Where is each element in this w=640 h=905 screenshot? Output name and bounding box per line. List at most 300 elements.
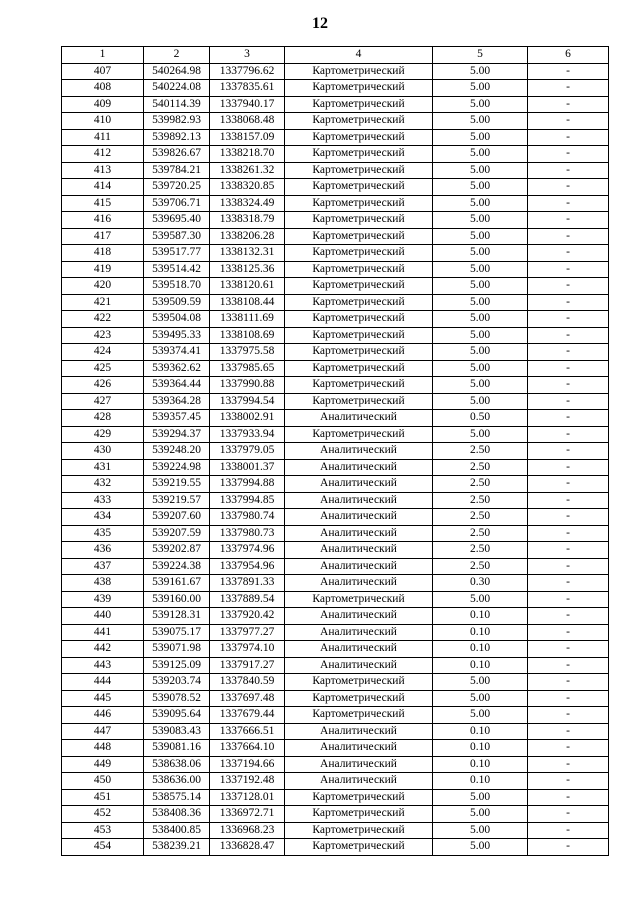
cell-method: Картометрический xyxy=(285,162,433,179)
table-row xyxy=(62,80,609,97)
cell-method: Аналитический xyxy=(285,575,433,592)
cell-description: - xyxy=(528,195,609,212)
table-row xyxy=(62,129,609,146)
cell-coordinate-y: 1338320.85 xyxy=(210,179,285,196)
cell-accuracy: 2.50 xyxy=(433,443,528,460)
table-row xyxy=(62,261,609,278)
cell-method: Картометрический xyxy=(285,212,433,229)
table-row xyxy=(62,839,609,856)
cell-coordinate-x: 539826.67 xyxy=(144,146,210,163)
cell-coordinate-x: 540114.39 xyxy=(144,96,210,113)
cell-coordinate-y: 1338157.09 xyxy=(210,129,285,146)
table-row xyxy=(62,525,609,542)
table-row xyxy=(62,608,609,625)
cell-coordinate-y: 1338125.36 xyxy=(210,261,285,278)
cell-accuracy: 5.00 xyxy=(433,789,528,806)
cell-coordinate-y: 1336968.23 xyxy=(210,822,285,839)
table-row xyxy=(62,146,609,163)
cell-coordinate-y: 1338318.79 xyxy=(210,212,285,229)
cell-point-number: 433 xyxy=(62,492,144,509)
table-row xyxy=(62,822,609,839)
cell-method: Картометрический xyxy=(285,311,433,328)
cell-description: - xyxy=(528,393,609,410)
cell-method: Аналитический xyxy=(285,740,433,757)
cell-point-number: 413 xyxy=(62,162,144,179)
cell-accuracy: 0.10 xyxy=(433,624,528,641)
table-row xyxy=(62,641,609,658)
cell-point-number: 417 xyxy=(62,228,144,245)
cell-point-number: 414 xyxy=(62,179,144,196)
cell-method: Аналитический xyxy=(285,641,433,658)
cell-coordinate-y: 1338111.69 xyxy=(210,311,285,328)
cell-description: - xyxy=(528,575,609,592)
cell-point-number: 418 xyxy=(62,245,144,262)
cell-coordinate-x: 539207.60 xyxy=(144,509,210,526)
cell-coordinate-y: 1337194.66 xyxy=(210,756,285,773)
cell-method: Картометрический xyxy=(285,146,433,163)
table-row xyxy=(62,657,609,674)
cell-coordinate-y: 1337980.73 xyxy=(210,525,285,542)
cell-coordinate-x: 539509.59 xyxy=(144,294,210,311)
cell-method: Картометрический xyxy=(285,278,433,295)
cell-method: Аналитический xyxy=(285,443,433,460)
cell-point-number: 421 xyxy=(62,294,144,311)
cell-method: Картометрический xyxy=(285,96,433,113)
cell-method: Аналитический xyxy=(285,525,433,542)
cell-coordinate-x: 539362.62 xyxy=(144,360,210,377)
cell-description: - xyxy=(528,525,609,542)
cell-method: Картометрический xyxy=(285,690,433,707)
cell-method: Аналитический xyxy=(285,657,433,674)
table-row xyxy=(62,360,609,377)
cell-coordinate-y: 1337666.51 xyxy=(210,723,285,740)
cell-accuracy: 5.00 xyxy=(433,344,528,361)
table-row xyxy=(62,63,609,80)
cell-point-number: 430 xyxy=(62,443,144,460)
cell-accuracy: 5.00 xyxy=(433,393,528,410)
cell-coordinate-y: 1337980.74 xyxy=(210,509,285,526)
coordinates-table xyxy=(61,46,609,856)
cell-accuracy: 5.00 xyxy=(433,63,528,80)
cell-accuracy: 0.30 xyxy=(433,575,528,592)
cell-point-number: 432 xyxy=(62,476,144,493)
cell-accuracy: 5.00 xyxy=(433,162,528,179)
page-number: 12 xyxy=(312,15,328,32)
cell-coordinate-y: 1337974.10 xyxy=(210,641,285,658)
cell-point-number: 420 xyxy=(62,278,144,295)
cell-description: - xyxy=(528,245,609,262)
cell-coordinate-y: 1338002.91 xyxy=(210,410,285,427)
cell-coordinate-x: 539357.45 xyxy=(144,410,210,427)
cell-coordinate-x: 539720.25 xyxy=(144,179,210,196)
table-row xyxy=(62,344,609,361)
cell-coordinate-x: 539784.21 xyxy=(144,162,210,179)
cell-method: Картометрический xyxy=(285,113,433,130)
table-row xyxy=(62,459,609,476)
cell-accuracy: 5.00 xyxy=(433,707,528,724)
table-row xyxy=(62,410,609,427)
cell-point-number: 412 xyxy=(62,146,144,163)
table-row xyxy=(62,377,609,394)
cell-method: Картометрический xyxy=(285,179,433,196)
cell-point-number: 452 xyxy=(62,806,144,823)
cell-coordinate-x: 539095.64 xyxy=(144,707,210,724)
cell-description: - xyxy=(528,63,609,80)
cell-method: Картометрический xyxy=(285,707,433,724)
cell-point-number: 438 xyxy=(62,575,144,592)
cell-coordinate-x: 539219.55 xyxy=(144,476,210,493)
table-row xyxy=(62,228,609,245)
cell-coordinate-y: 1338132.31 xyxy=(210,245,285,262)
cell-method: Картометрический xyxy=(285,63,433,80)
cell-coordinate-y: 1337975.58 xyxy=(210,344,285,361)
cell-description: - xyxy=(528,822,609,839)
table-row xyxy=(62,476,609,493)
cell-description: - xyxy=(528,129,609,146)
cell-point-number: 425 xyxy=(62,360,144,377)
cell-method: Аналитический xyxy=(285,492,433,509)
cell-description: - xyxy=(528,657,609,674)
cell-method: Аналитический xyxy=(285,542,433,559)
cell-coordinate-y: 1337994.88 xyxy=(210,476,285,493)
cell-method: Аналитический xyxy=(285,756,433,773)
cell-coordinate-x: 539374.41 xyxy=(144,344,210,361)
column-header: 4 xyxy=(285,47,433,64)
cell-accuracy: 0.10 xyxy=(433,608,528,625)
cell-method: Картометрический xyxy=(285,426,433,443)
cell-method: Аналитический xyxy=(285,608,433,625)
cell-point-number: 451 xyxy=(62,789,144,806)
cell-coordinate-x: 540224.08 xyxy=(144,80,210,97)
cell-accuracy: 5.00 xyxy=(433,360,528,377)
cell-coordinate-y: 1337835.61 xyxy=(210,80,285,97)
cell-method: Аналитический xyxy=(285,773,433,790)
cell-coordinate-x: 539517.77 xyxy=(144,245,210,262)
table-row xyxy=(62,789,609,806)
cell-coordinate-x: 539160.00 xyxy=(144,591,210,608)
table-row xyxy=(62,212,609,229)
cell-coordinate-y: 1337933.94 xyxy=(210,426,285,443)
cell-coordinate-y: 1337917.27 xyxy=(210,657,285,674)
cell-coordinate-y: 1337796.62 xyxy=(210,63,285,80)
table-row xyxy=(62,756,609,773)
cell-accuracy: 0.10 xyxy=(433,773,528,790)
cell-method: Аналитический xyxy=(285,410,433,427)
cell-description: - xyxy=(528,443,609,460)
cell-accuracy: 5.00 xyxy=(433,690,528,707)
cell-point-number: 437 xyxy=(62,558,144,575)
cell-coordinate-y: 1338120.61 xyxy=(210,278,285,295)
cell-description: - xyxy=(528,294,609,311)
cell-point-number: 447 xyxy=(62,723,144,740)
cell-description: - xyxy=(528,228,609,245)
table-row xyxy=(62,806,609,823)
table-row xyxy=(62,195,609,212)
cell-coordinate-x: 539892.13 xyxy=(144,129,210,146)
cell-description: - xyxy=(528,690,609,707)
cell-accuracy: 5.00 xyxy=(433,96,528,113)
cell-coordinate-y: 1337994.85 xyxy=(210,492,285,509)
cell-coordinate-y: 1337954.96 xyxy=(210,558,285,575)
table-row xyxy=(62,393,609,410)
column-header: 2 xyxy=(144,47,210,64)
cell-description: - xyxy=(528,806,609,823)
cell-description: - xyxy=(528,641,609,658)
cell-accuracy: 2.50 xyxy=(433,509,528,526)
cell-accuracy: 5.00 xyxy=(433,278,528,295)
cell-method: Аналитический xyxy=(285,476,433,493)
table-row xyxy=(62,443,609,460)
table-row xyxy=(62,723,609,740)
table-row xyxy=(62,278,609,295)
cell-method: Картометрический xyxy=(285,839,433,856)
cell-accuracy: 0.10 xyxy=(433,641,528,658)
cell-description: - xyxy=(528,773,609,790)
table-row xyxy=(62,690,609,707)
cell-coordinate-x: 538400.85 xyxy=(144,822,210,839)
cell-description: - xyxy=(528,327,609,344)
cell-description: - xyxy=(528,789,609,806)
cell-description: - xyxy=(528,179,609,196)
cell-method: Аналитический xyxy=(285,624,433,641)
table-row xyxy=(62,707,609,724)
table-header-row xyxy=(62,47,609,64)
cell-description: - xyxy=(528,162,609,179)
cell-point-number: 408 xyxy=(62,80,144,97)
cell-description: - xyxy=(528,558,609,575)
cell-description: - xyxy=(528,377,609,394)
cell-accuracy: 5.00 xyxy=(433,674,528,691)
table-row xyxy=(62,492,609,509)
cell-point-number: 441 xyxy=(62,624,144,641)
cell-point-number: 453 xyxy=(62,822,144,839)
cell-coordinate-x: 539161.67 xyxy=(144,575,210,592)
table-row xyxy=(62,558,609,575)
cell-coordinate-x: 539083.43 xyxy=(144,723,210,740)
table-row xyxy=(62,426,609,443)
cell-coordinate-y: 1337990.88 xyxy=(210,377,285,394)
cell-coordinate-x: 539364.44 xyxy=(144,377,210,394)
table-row xyxy=(62,113,609,130)
cell-accuracy: 5.00 xyxy=(433,195,528,212)
cell-coordinate-y: 1337994.54 xyxy=(210,393,285,410)
table-row xyxy=(62,591,609,608)
table-row xyxy=(62,311,609,328)
cell-accuracy: 5.00 xyxy=(433,327,528,344)
cell-point-number: 429 xyxy=(62,426,144,443)
cell-point-number: 431 xyxy=(62,459,144,476)
cell-accuracy: 5.00 xyxy=(433,839,528,856)
cell-accuracy: 5.00 xyxy=(433,261,528,278)
cell-coordinate-y: 1338068.48 xyxy=(210,113,285,130)
cell-description: - xyxy=(528,278,609,295)
cell-point-number: 446 xyxy=(62,707,144,724)
cell-coordinate-y: 1337697.48 xyxy=(210,690,285,707)
cell-accuracy: 0.10 xyxy=(433,723,528,740)
cell-accuracy: 5.00 xyxy=(433,426,528,443)
cell-method: Картометрический xyxy=(285,393,433,410)
cell-coordinate-y: 1338206.28 xyxy=(210,228,285,245)
cell-method: Картометрический xyxy=(285,228,433,245)
cell-coordinate-y: 1336828.47 xyxy=(210,839,285,856)
cell-coordinate-x: 539219.57 xyxy=(144,492,210,509)
table-row xyxy=(62,542,609,559)
cell-description: - xyxy=(528,113,609,130)
table-row xyxy=(62,327,609,344)
cell-coordinate-x: 539982.93 xyxy=(144,113,210,130)
cell-description: - xyxy=(528,96,609,113)
cell-point-number: 426 xyxy=(62,377,144,394)
cell-point-number: 454 xyxy=(62,839,144,856)
cell-method: Аналитический xyxy=(285,459,433,476)
cell-coordinate-x: 539224.98 xyxy=(144,459,210,476)
cell-accuracy: 5.00 xyxy=(433,113,528,130)
cell-coordinate-x: 539587.30 xyxy=(144,228,210,245)
cell-coordinate-y: 1337889.54 xyxy=(210,591,285,608)
cell-point-number: 442 xyxy=(62,641,144,658)
cell-accuracy: 2.50 xyxy=(433,542,528,559)
cell-coordinate-y: 1338108.69 xyxy=(210,327,285,344)
cell-description: - xyxy=(528,509,609,526)
cell-description: - xyxy=(528,146,609,163)
cell-coordinate-x: 538575.14 xyxy=(144,789,210,806)
cell-coordinate-x: 539128.31 xyxy=(144,608,210,625)
cell-coordinate-y: 1337679.44 xyxy=(210,707,285,724)
cell-method: Картометрический xyxy=(285,360,433,377)
cell-accuracy: 5.00 xyxy=(433,822,528,839)
cell-coordinate-y: 1338218.70 xyxy=(210,146,285,163)
cell-method: Картометрический xyxy=(285,674,433,691)
cell-point-number: 450 xyxy=(62,773,144,790)
cell-point-number: 434 xyxy=(62,509,144,526)
cell-point-number: 423 xyxy=(62,327,144,344)
cell-point-number: 422 xyxy=(62,311,144,328)
cell-method: Картометрический xyxy=(285,591,433,608)
cell-coordinate-y: 1337985.65 xyxy=(210,360,285,377)
cell-description: - xyxy=(528,624,609,641)
cell-accuracy: 5.00 xyxy=(433,294,528,311)
cell-method: Картометрический xyxy=(285,195,433,212)
cell-method: Картометрический xyxy=(285,80,433,97)
cell-point-number: 445 xyxy=(62,690,144,707)
cell-coordinate-x: 539364.28 xyxy=(144,393,210,410)
cell-coordinate-y: 1337891.33 xyxy=(210,575,285,592)
column-header: 1 xyxy=(62,47,144,64)
cell-coordinate-x: 539071.98 xyxy=(144,641,210,658)
cell-point-number: 419 xyxy=(62,261,144,278)
cell-accuracy: 2.50 xyxy=(433,476,528,493)
cell-method: Картометрический xyxy=(285,822,433,839)
cell-coordinate-x: 539518.70 xyxy=(144,278,210,295)
cell-point-number: 424 xyxy=(62,344,144,361)
cell-coordinate-x: 539224.38 xyxy=(144,558,210,575)
cell-accuracy: 2.50 xyxy=(433,558,528,575)
cell-coordinate-y: 1338261.32 xyxy=(210,162,285,179)
cell-method: Картометрический xyxy=(285,261,433,278)
cell-accuracy: 0.10 xyxy=(433,740,528,757)
cell-accuracy: 0.10 xyxy=(433,657,528,674)
cell-method: Картометрический xyxy=(285,327,433,344)
cell-coordinate-x: 540264.98 xyxy=(144,63,210,80)
cell-coordinate-y: 1337192.48 xyxy=(210,773,285,790)
table-row xyxy=(62,575,609,592)
cell-point-number: 449 xyxy=(62,756,144,773)
cell-point-number: 443 xyxy=(62,657,144,674)
column-header: 5 xyxy=(433,47,528,64)
column-header: 3 xyxy=(210,47,285,64)
cell-point-number: 440 xyxy=(62,608,144,625)
cell-description: - xyxy=(528,459,609,476)
cell-coordinate-y: 1337920.42 xyxy=(210,608,285,625)
cell-coordinate-y: 1336972.71 xyxy=(210,806,285,823)
cell-point-number: 439 xyxy=(62,591,144,608)
cell-point-number: 435 xyxy=(62,525,144,542)
cell-point-number: 409 xyxy=(62,96,144,113)
cell-accuracy: 2.50 xyxy=(433,525,528,542)
cell-coordinate-x: 538239.21 xyxy=(144,839,210,856)
cell-coordinate-x: 539202.87 xyxy=(144,542,210,559)
cell-description: - xyxy=(528,591,609,608)
cell-coordinate-x: 539706.71 xyxy=(144,195,210,212)
table-row xyxy=(62,509,609,526)
cell-accuracy: 5.00 xyxy=(433,806,528,823)
cell-method: Картометрический xyxy=(285,377,433,394)
cell-description: - xyxy=(528,410,609,427)
cell-coordinate-x: 539504.08 xyxy=(144,311,210,328)
cell-coordinate-x: 539075.17 xyxy=(144,624,210,641)
cell-accuracy: 5.00 xyxy=(433,80,528,97)
cell-method: Картометрический xyxy=(285,789,433,806)
cell-description: - xyxy=(528,740,609,757)
cell-method: Картометрический xyxy=(285,129,433,146)
cell-accuracy: 5.00 xyxy=(433,377,528,394)
cell-coordinate-x: 539695.40 xyxy=(144,212,210,229)
cell-coordinate-x: 539207.59 xyxy=(144,525,210,542)
cell-description: - xyxy=(528,80,609,97)
cell-coordinate-y: 1338108.44 xyxy=(210,294,285,311)
cell-coordinate-x: 538636.00 xyxy=(144,773,210,790)
table-row xyxy=(62,624,609,641)
cell-coordinate-y: 1337979.05 xyxy=(210,443,285,460)
cell-accuracy: 5.00 xyxy=(433,228,528,245)
cell-coordinate-y: 1337977.27 xyxy=(210,624,285,641)
cell-description: - xyxy=(528,311,609,328)
cell-description: - xyxy=(528,492,609,509)
cell-description: - xyxy=(528,360,609,377)
cell-point-number: 444 xyxy=(62,674,144,691)
cell-point-number: 428 xyxy=(62,410,144,427)
cell-accuracy: 0.50 xyxy=(433,410,528,427)
cell-description: - xyxy=(528,674,609,691)
table-row xyxy=(62,294,609,311)
cell-coordinate-y: 1337974.96 xyxy=(210,542,285,559)
cell-method: Аналитический xyxy=(285,509,433,526)
cell-description: - xyxy=(528,261,609,278)
column-header: 6 xyxy=(528,47,609,64)
cell-accuracy: 0.10 xyxy=(433,756,528,773)
cell-coordinate-x: 538408.36 xyxy=(144,806,210,823)
cell-coordinate-x: 539495.33 xyxy=(144,327,210,344)
cell-coordinate-x: 539081.16 xyxy=(144,740,210,757)
cell-accuracy: 5.00 xyxy=(433,311,528,328)
cell-point-number: 410 xyxy=(62,113,144,130)
cell-coordinate-x: 538638.06 xyxy=(144,756,210,773)
cell-point-number: 436 xyxy=(62,542,144,559)
cell-coordinate-x: 539125.09 xyxy=(144,657,210,674)
cell-coordinate-x: 539078.52 xyxy=(144,690,210,707)
table-row xyxy=(62,773,609,790)
cell-description: - xyxy=(528,723,609,740)
